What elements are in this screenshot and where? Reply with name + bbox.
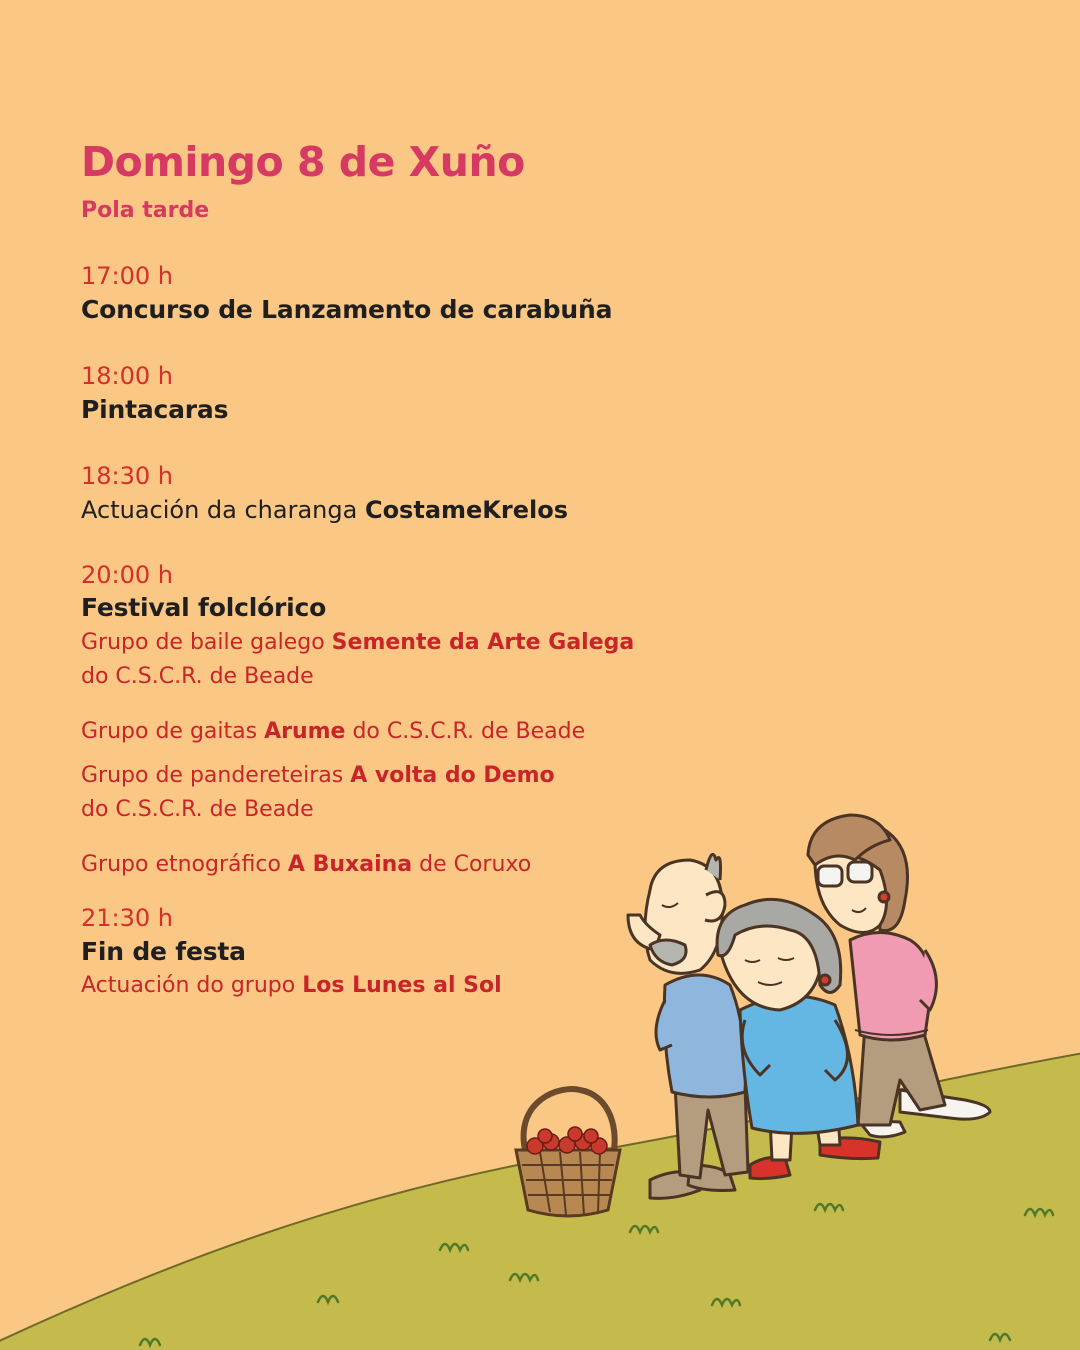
group-type: Grupo de gaitas	[81, 719, 265, 744]
group-name: A volta do Demo	[350, 763, 555, 788]
group-line	[81, 719, 585, 744]
group-type: Grupo de baile galego	[81, 630, 332, 655]
group-type: Actuación do grupo	[81, 973, 303, 998]
group-type: Grupo etnográfico	[81, 852, 288, 877]
group-origin: do C.S.C.R. de Beade	[81, 664, 314, 689]
group-line	[81, 630, 634, 655]
event-time: 21:30 h	[81, 904, 174, 932]
group-name: Arume	[264, 719, 346, 744]
group-origin: do C.S.C.R. de Beade	[81, 797, 314, 822]
event-time: 18:30 h	[81, 462, 174, 490]
group-line	[81, 973, 502, 998]
event-description	[81, 496, 568, 524]
event-description-text: Actuación da charanga	[81, 496, 365, 524]
page-subtitle: Pola tarde	[81, 198, 210, 223]
chestnut-basket-icon	[516, 1089, 620, 1216]
performer-name: CostameKrelos	[364, 496, 569, 524]
page-title: Domingo 8 de Xuño	[81, 138, 525, 186]
event-time: 18:00 h	[81, 362, 174, 390]
event-title: Festival folclórico	[81, 593, 327, 622]
event-time: 20:00 h	[81, 561, 174, 589]
group-line	[81, 763, 555, 788]
event-time: 17:00 h	[81, 262, 174, 290]
event-title: Concurso de Lanzamento de carabuña	[81, 295, 613, 324]
event-title: Fin de festa	[81, 937, 246, 966]
group-type: Grupo de pandereteiras	[81, 763, 351, 788]
group-line	[81, 852, 531, 877]
group-origin: do C.S.C.R. de Beade	[345, 719, 586, 744]
group-name: Semente da Arte Galega	[331, 630, 635, 655]
event-title: Pintacaras	[81, 395, 229, 424]
group-name: A Buxaina	[287, 852, 413, 877]
group-name: Los Lunes al Sol	[302, 973, 502, 998]
group-origin: de Coruxo	[412, 852, 532, 877]
